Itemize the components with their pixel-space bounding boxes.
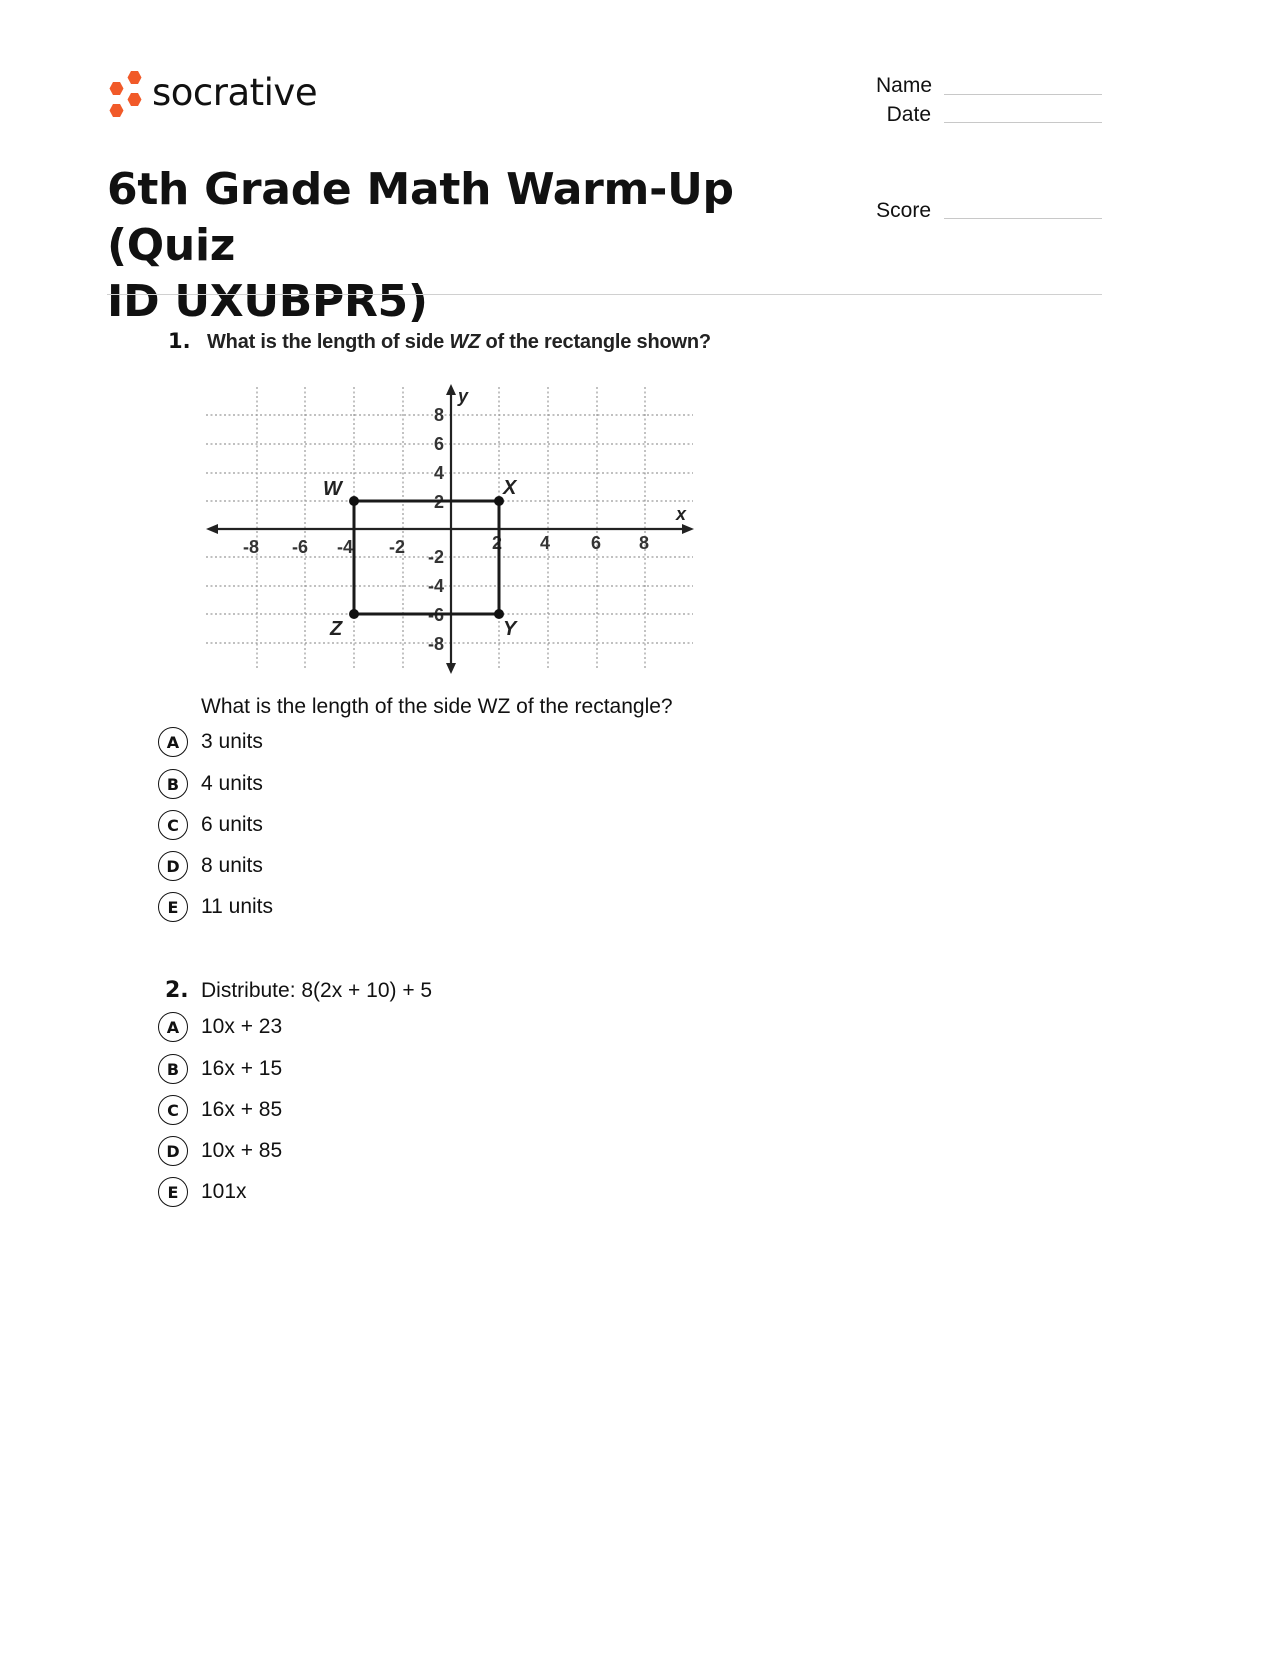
- x-axis-label: x: [676, 504, 687, 524]
- y-tick: -2: [427, 547, 444, 567]
- option-bubble[interactable]: C: [158, 810, 188, 840]
- y-tick: -8: [427, 634, 444, 654]
- option-c[interactable]: [158, 1093, 282, 1127]
- x-tick: 6: [590, 533, 602, 553]
- x-tick: -4: [336, 537, 354, 557]
- x-tick: 4: [539, 533, 551, 553]
- point-label-z: Z: [330, 618, 343, 640]
- question-stem: [207, 331, 711, 354]
- option-d[interactable]: [158, 849, 263, 883]
- option-text: 4 units: [201, 772, 263, 795]
- option-text: 8 units: [201, 854, 263, 877]
- option-a[interactable]: [158, 725, 263, 759]
- coordinate-graph: [200, 380, 700, 680]
- title-line-1: 6th Grade Math Warm-Up (Quiz: [107, 164, 734, 271]
- option-c[interactable]: [158, 808, 263, 842]
- point-label-x: X: [503, 477, 517, 499]
- option-text: 101x: [201, 1180, 247, 1203]
- question-number: 2.: [165, 978, 189, 1003]
- y-tick: 4: [433, 463, 444, 483]
- question-stem: Distribute: 8(2x + 10) + 5: [201, 979, 433, 1002]
- question-number: 1.: [168, 329, 191, 353]
- y-tick: 6: [433, 434, 444, 454]
- option-e[interactable]: [158, 1175, 247, 1209]
- option-b[interactable]: [158, 1052, 282, 1086]
- y-axis-label: y: [458, 386, 469, 406]
- option-e[interactable]: [158, 890, 273, 924]
- name-label: Name: [876, 74, 933, 97]
- option-a[interactable]: [158, 1010, 282, 1044]
- option-text: 11 units: [201, 895, 273, 918]
- header-divider: [107, 294, 1102, 295]
- option-bubble[interactable]: D: [158, 1136, 188, 1166]
- y-tick: 8: [433, 405, 444, 425]
- stem-italic: WZ: [449, 331, 481, 353]
- point-label-w: W: [323, 478, 342, 500]
- option-bubble[interactable]: A: [158, 1012, 188, 1042]
- option-bubble[interactable]: E: [158, 892, 188, 922]
- option-bubble[interactable]: B: [158, 1054, 188, 1084]
- option-text: 3 units: [201, 730, 263, 753]
- option-d[interactable]: [158, 1134, 282, 1168]
- y-tick: -4: [427, 576, 444, 596]
- option-text: 10x + 85: [201, 1139, 283, 1162]
- option-bubble[interactable]: C: [158, 1095, 188, 1125]
- option-text: 6 units: [201, 813, 263, 836]
- option-bubble[interactable]: D: [158, 851, 188, 881]
- stem-suffix: of the rectangle shown?: [480, 331, 711, 353]
- x-tick: -6: [291, 537, 309, 557]
- socrative-logo: [106, 68, 317, 120]
- title-line-2: ID UXUBPR5): [107, 276, 428, 327]
- date-line[interactable]: [944, 122, 1102, 123]
- y-tick: 2: [433, 492, 444, 512]
- option-bubble[interactable]: E: [158, 1177, 188, 1207]
- y-tick: -6: [427, 605, 444, 625]
- x-tick: -8: [242, 537, 260, 557]
- page-title: [107, 162, 847, 330]
- question-prompt: What is the length of the side WZ of the rectangle?: [201, 695, 673, 718]
- option-b[interactable]: [158, 767, 263, 801]
- x-tick: -2: [388, 537, 406, 557]
- hexagon-cluster-icon: [106, 69, 144, 119]
- brand-name: socrative: [152, 70, 318, 114]
- point-label-y: Y: [503, 618, 517, 640]
- name-line[interactable]: [944, 94, 1102, 95]
- x-tick: 2: [491, 533, 503, 553]
- x-tick: 8: [638, 533, 650, 553]
- stem-prefix: What is the length of side: [207, 331, 450, 353]
- score-label: Score: [876, 199, 931, 222]
- option-text: 10x + 23: [201, 1015, 283, 1038]
- option-bubble[interactable]: B: [158, 769, 188, 799]
- option-text: 16x + 15: [201, 1057, 283, 1080]
- date-label: Date: [886, 103, 931, 126]
- option-text: 16x + 85: [201, 1098, 283, 1121]
- option-bubble[interactable]: A: [158, 727, 188, 757]
- score-line[interactable]: [944, 218, 1102, 219]
